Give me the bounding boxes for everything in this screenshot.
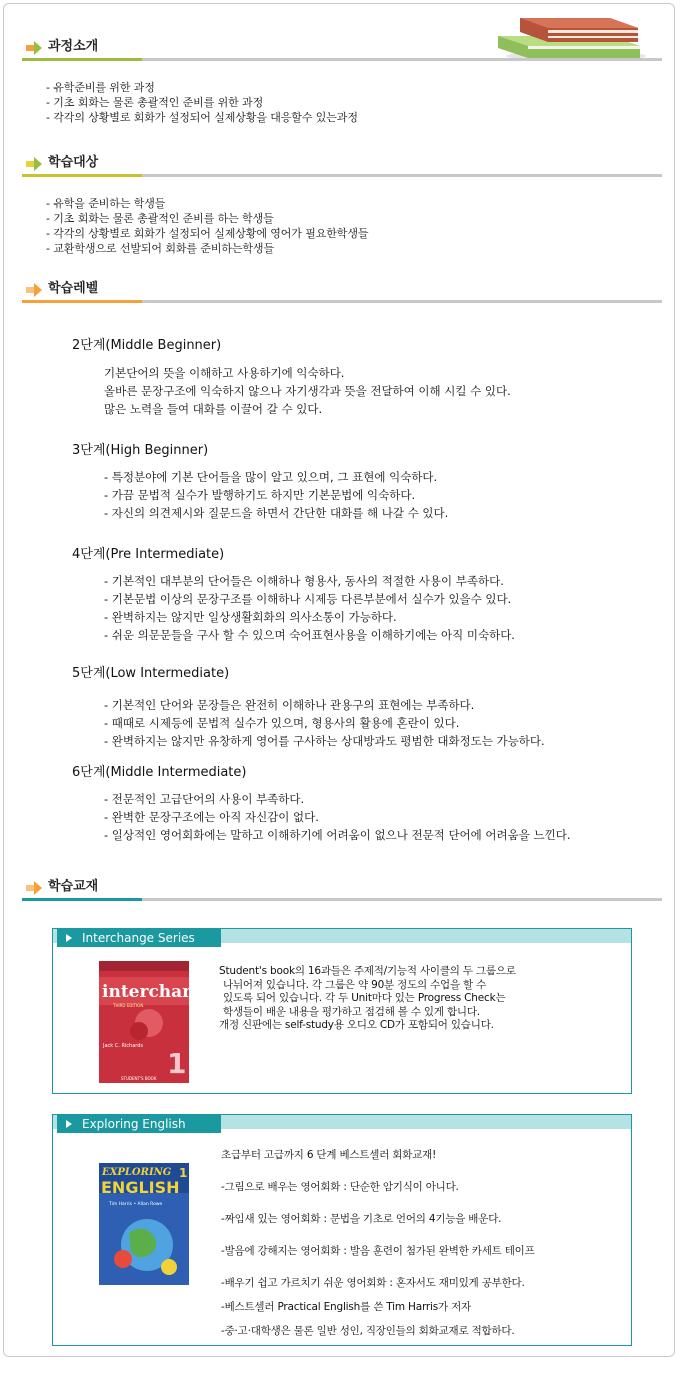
cover-title-top: EXPLORING [102, 1167, 172, 1178]
desc-line: 초급부터 고급까지 6 단계 베스트셀러 회화교재! [221, 1149, 437, 1161]
section-title: 학습레벨 [48, 281, 99, 296]
section-header-levels [22, 280, 662, 302]
level-line: - 자신의 의견제시와 질문드을 하면서 간단한 대화를 해 나갈 수 있다. [104, 506, 449, 520]
book-card-exploring-english [52, 1114, 632, 1346]
desc-line: 나뉘어져 있습니다. 각 그룹은 약 90분 정도의 수업을 할 수 [223, 978, 487, 991]
cover-number: 1 [179, 1166, 188, 1180]
book-card-interchange [52, 928, 632, 1094]
level-description [104, 790, 571, 844]
book-card-tab [57, 1115, 221, 1133]
arrow-icon [26, 283, 42, 297]
section-header-course-intro [22, 38, 662, 60]
level-line: - 기본적인 단어와 문장들은 완전히 이해하나 관용구의 표현에는 부족하다. [104, 698, 475, 712]
level-description [104, 364, 511, 418]
list-item: - 교환학생으로 선발되어 회화를 준비하는학생들 [46, 242, 274, 255]
list-item: - 각각의 상황별로 회화가 설정되어 실제상황에 영어가 필요한학생들 [46, 227, 369, 240]
list-item: - 유학을 준비하는 학생들 [46, 197, 166, 210]
level-line: - 특정분야에 기본 단어들을 많이 알고 있으며, 그 표현에 익숙하다. [104, 470, 438, 484]
level-line: - 전문적인 고급단어의 사용이 부족하다. [104, 792, 305, 806]
level-description [104, 696, 545, 750]
level-line: - 때때로 시제등에 문법적 실수가 있으며, 형용사의 활용에 혼란이 있다. [104, 716, 460, 730]
list-item: - 기초 회화는 물론 총괄적인 준비를 하는 학생들 [46, 212, 274, 225]
level-line: 많은 노력을 들여 대화를 이끌어 갈 수 있다. [104, 402, 323, 416]
level-line: 올바른 문장구조에 익숙하지 않으나 자기생각과 뜻을 전달하여 이해 시킬 수 있다. [104, 384, 511, 398]
level-description [104, 468, 448, 522]
desc-line: -중·고·대학생은 물론 일반 성인, 직장인들의 회화교재로 적합하다. [221, 1325, 515, 1337]
cover-bottom-label: STUDENT'S BOOK [121, 1076, 157, 1081]
section-title: 학습교재 [48, 879, 99, 894]
arrow-icon [26, 157, 42, 171]
cover-title-main: ENGLISH [101, 1178, 180, 1197]
cover-title: interchange [102, 982, 218, 1002]
level-line: - 완벽하지는 않지만 일상생활회화의 의사소통이 가능하다. [104, 610, 397, 624]
section-rule [22, 58, 662, 61]
level-line: 기본단어의 뜻을 이해하고 사용하기에 익숙하다. [104, 366, 345, 380]
course-intro-list [46, 80, 358, 125]
interchange-cover-image [99, 961, 218, 1083]
level-line: - 쉬운 의문문들을 구사 할 수 있으며 숙어표현사용을 이해하기에는 아직 미숙하다. [104, 628, 515, 642]
level-description [104, 572, 515, 644]
level-line: - 완벽한 문장구조에는 아직 자신감이 없다. [104, 810, 319, 824]
level-line: - 완벽하지는 않지만 유창하게 영어를 구사하는 상대방과도 평범한 대화정도는 가능하다. [104, 734, 545, 748]
section-title: 과정소개 [48, 39, 99, 54]
arrow-icon [26, 881, 42, 895]
book-card-title: Interchange Series [82, 931, 195, 945]
cover-author: Jack C. Richards [103, 1043, 144, 1049]
section-rule [22, 898, 662, 901]
desc-line: -발음에 강해지는 영어회화 : 발음 훈련이 첨가된 완벽한 카세트 테이프 [221, 1245, 535, 1257]
section-header-target [22, 154, 662, 176]
target-list [46, 196, 368, 256]
desc-line: -베스트셀러 Practical English를 쓴 Tim Harris가 저자 [221, 1301, 471, 1313]
arrow-icon [26, 41, 42, 55]
level-line: - 일상적인 영어회화에는 말하고 이해하기에 어려움이 없으나 전문적 단어에 어려움을 느낀다. [104, 828, 571, 842]
level-line: - 기본문법 이상의 문장구조를 이해하나 시제등 다른부분에서 실수가 있을수 있다. [104, 592, 512, 606]
desc-line: 개정 신판에는 self-study용 오디오 CD가 포함되어 있습니다. [219, 1019, 494, 1031]
desc-line: -배우기 쉽고 가르치기 쉬운 영어회화 : 혼자서도 재미있게 공부한다. [221, 1277, 525, 1289]
section-rule [22, 174, 662, 177]
cover-subtitle: THIRD EDITION [113, 1003, 144, 1008]
level-line: - 가끔 문법적 실수가 발행하기도 하지만 기본문법에 익숙하다. [104, 488, 416, 502]
book-card-title: Exploring English [82, 1117, 186, 1131]
level-line: - 기본적인 대부분의 단어들은 이해하나 형용사, 동사의 적절한 사용이 부족하다. [104, 574, 504, 588]
level-title: 5단계(Low Intermediate) [72, 666, 230, 681]
level-title: 6단계(Middle Intermediate) [72, 765, 247, 780]
desc-line: 학생들이 배운 내용을 평가하고 점검해 볼 수 있게 합니다. [223, 1005, 480, 1018]
list-item: - 유학준비를 위한 과정 [46, 81, 155, 94]
triangle-icon [66, 934, 72, 942]
section-rule [22, 300, 662, 303]
book-description [219, 965, 516, 1033]
desc-line: 있도록 되어 있습니다. 각 두 Unit마다 있는 Progress Check는 [223, 992, 506, 1004]
cover-authors: Tim Harris • Allan Rowe [109, 1202, 163, 1207]
level-title: 4단계(Pre Intermediate) [72, 547, 225, 562]
section-header-materials [22, 878, 662, 900]
triangle-icon [66, 1120, 72, 1128]
list-item: - 기초 회화는 물론 총괄적인 준비를 위한 과정 [46, 96, 264, 109]
desc-line: -그림으로 배우는 영어회화 : 단순한 암기식이 아니다. [221, 1181, 459, 1193]
cover-number: 1 [167, 1047, 187, 1080]
section-title: 학습대상 [48, 155, 99, 170]
level-title: 2단계(Middle Beginner) [72, 338, 222, 353]
exploring-english-cover-image [99, 1163, 189, 1285]
book-card-tab [57, 929, 221, 947]
list-item: - 각각의 상황별로 회화가 설정되어 실제상황을 대응할수 있는과정 [46, 111, 358, 124]
desc-line: Student's book의 16과들은 주제적/기능적 사이클의 두 그룹으로 [219, 965, 516, 977]
desc-line: -짜임새 있는 영어회화 : 문법을 기초로 언어의 4기능을 배운다. [221, 1213, 502, 1225]
level-title: 3단계(High Beginner) [72, 443, 209, 458]
